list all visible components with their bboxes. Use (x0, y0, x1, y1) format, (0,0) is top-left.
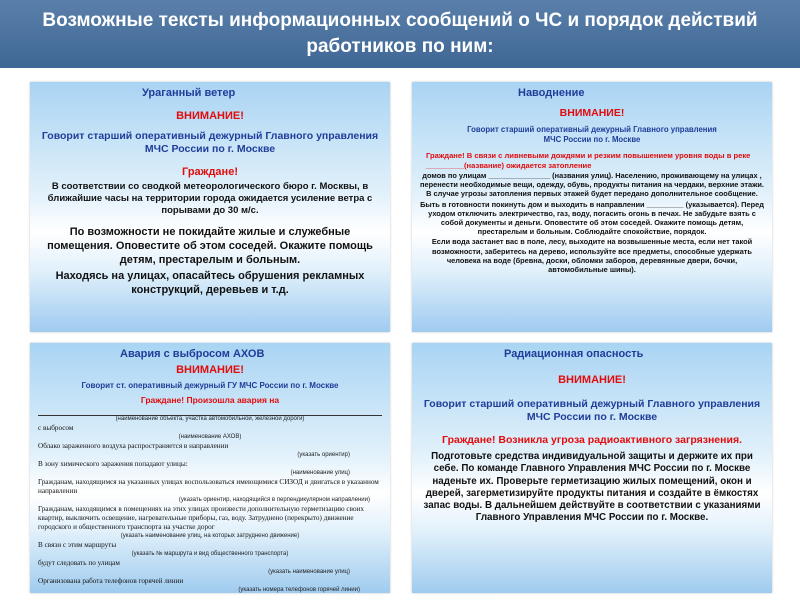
chemical-note-8: (указать наименование улиц) (268, 569, 350, 575)
chemical-field-2: Облако зараженного воздуха распространяется в направлении (38, 442, 229, 450)
flood-title: Наводнение (518, 87, 585, 99)
page-header (0, 0, 800, 68)
chemical-note-7: (указать № маршрута и вид общественного транспорта) (131, 551, 289, 557)
flood-red-2: _________(название) ожидается затопление (426, 160, 592, 170)
radiation-speaker-1: Говорит старший оперативный дежурный Главного управления (423, 398, 761, 410)
hurricane-speaker-2: МЧС России по г. Москве (144, 143, 276, 155)
chemical-citizens: Граждане! Произошла авария на (140, 395, 280, 405)
hurricane-body-2: По возможности не покидайте жилые и служебные помещения. Оповестите об этом соседей. Окажите помощь детям, престарелым и больным. (47, 226, 373, 266)
chemical-attention: ВНИМАНИЕ! (176, 364, 244, 376)
radiation-body: Подготовьте средства индивидуальной защиты и держите их при себе. По команде Главного Управления МЧС России по г. Москве наденьте их. Проверьте герметизацию жилых помещений, окон и дверей, загерметизируйте продукты питания и создайте в ёмкостях запас воды. В дальнейшем действуйте в соответствии с указаниями Главного Управления МЧС России по г. Москве. (423, 451, 761, 524)
flood-body-1: домов по улицам _______________ (названия улиц). Населению, проживающему на улицах , перенести необходимые вещи, одежду, обувь, продукты питания на чердаки, верхние этажи. В случае угрозы затопления первых этажей будет передано дополнительное сообщение. (420, 171, 764, 199)
chemical-panel (30, 343, 390, 593)
hurricane-citizens: Граждане! (182, 166, 238, 178)
radiation-attention: ВНИМАНИЕ! (558, 374, 626, 386)
chemical-note-2: (наименование АХОВ) (178, 434, 242, 440)
chemical-field-5: Гражданам, находящимся в помещениях на этих улицах произвести дополнительную герметизацию своих квартир, выключить освещение, нагревательные приборы, газ, воду. Затруднено (перекрыто) движение городского и общественного транспорта на участке дорог (38, 505, 364, 531)
chemical-field-6: В связи с этим маршруты (38, 541, 117, 549)
flood-body-3: Если вода застанет вас в поле, лесу, выходите на возвышенные места, если нет такой возможности, заберитесь на дерево, используйте все предметы, способные удержать человека на воде (бревна, доски, обломки заборов, деревянные двери, бочки, автомобильные шины). (431, 237, 753, 275)
chemical-speaker: Говорит ст. оперативный дежурный ГУ МЧС России по г. Москве (81, 381, 339, 390)
hurricane-body-1: В соответствии со сводкой метеорологического бюро г. Москвы, в ближайшие часы на территории города ожидается усиление ветра с порывами до 30 м/с. (47, 181, 373, 216)
chemical-note-5: (указать ориентир, находящийся в перпендикулярном направлении) (178, 497, 370, 503)
radiation-title: Радиационная опасность (504, 348, 644, 360)
flood-body-2: Быть в готовности покинуть дом и выходить в направлении _________ (указывается). Перед уходом отключить электричество, газ, воду, погасить огонь в печах. Не забудьте взять с собой документы и деньги. Оповестите об этом соседей. Окажите помощь детям, престарелым и больным. Соблюдайте спокойствие, порядок. (420, 199, 764, 237)
hurricane-body-3: Находясь на улицах, опасайтесь обрушения рекламных конструкций, деревьев и т.д. (55, 270, 365, 296)
chemical-note-1: (наименование объекта, участка автомобильной, железной дороги) (115, 416, 305, 422)
flood-panel (412, 82, 772, 332)
page-title-line-2: работников по ним: (306, 36, 494, 57)
flood-attention: ВНИМАНИЕ! (559, 107, 625, 119)
chemical-field-8: Организована работа телефонов горячей линии (38, 577, 184, 585)
radiation-citizens: Граждане! Возникла угроза радиоактивного загрязнения. (442, 434, 742, 446)
hurricane-attention: ВНИМАНИЕ! (176, 110, 244, 122)
flood-red-1: Граждане! В связи с ливневыми дождями и резким повышением уровня воды в реке (426, 151, 751, 160)
hurricane-panel (30, 82, 390, 332)
chemical-note-4: (наименование улиц) (290, 470, 350, 476)
chemical-field-7: будут следовать по улицам (38, 559, 120, 567)
flood-speaker-2: МЧС России по г. Москве (543, 135, 641, 144)
radiation-panel (412, 343, 772, 593)
hurricane-speaker-1: Говорит старший оперативный дежурный Главного управления (41, 130, 379, 142)
chemical-note-3: (указать ориентир) (297, 452, 350, 458)
chemical-field-3: В зону химического заражения попадают улицы: (38, 460, 188, 468)
chemical-line-1 (38, 406, 382, 416)
chemical-note-9: (указать номера телефонов горячей линии) (238, 587, 360, 593)
page-title-line-1: Возможные тексты информационных сообщений о ЧС и порядок действий (42, 10, 758, 31)
chemical-note-6: (указать наименование улиц, на которых затруднено движение) (120, 533, 300, 539)
chemical-field-1: с выбросом (38, 424, 74, 432)
flood-speaker-1: Говорит старший оперативный дежурный Главного управления (467, 125, 717, 134)
hurricane-title: Ураганный ветер (142, 87, 236, 99)
radiation-speaker-2: МЧС России по г. Москве (526, 411, 658, 423)
chemical-title: Авария с выбросом АХОВ (120, 348, 265, 360)
chemical-field-4: Гражданам, находящимся на указанных улицах воспользоваться имеющимися СИЗОД и двигаться в указанном направлении (38, 478, 379, 495)
